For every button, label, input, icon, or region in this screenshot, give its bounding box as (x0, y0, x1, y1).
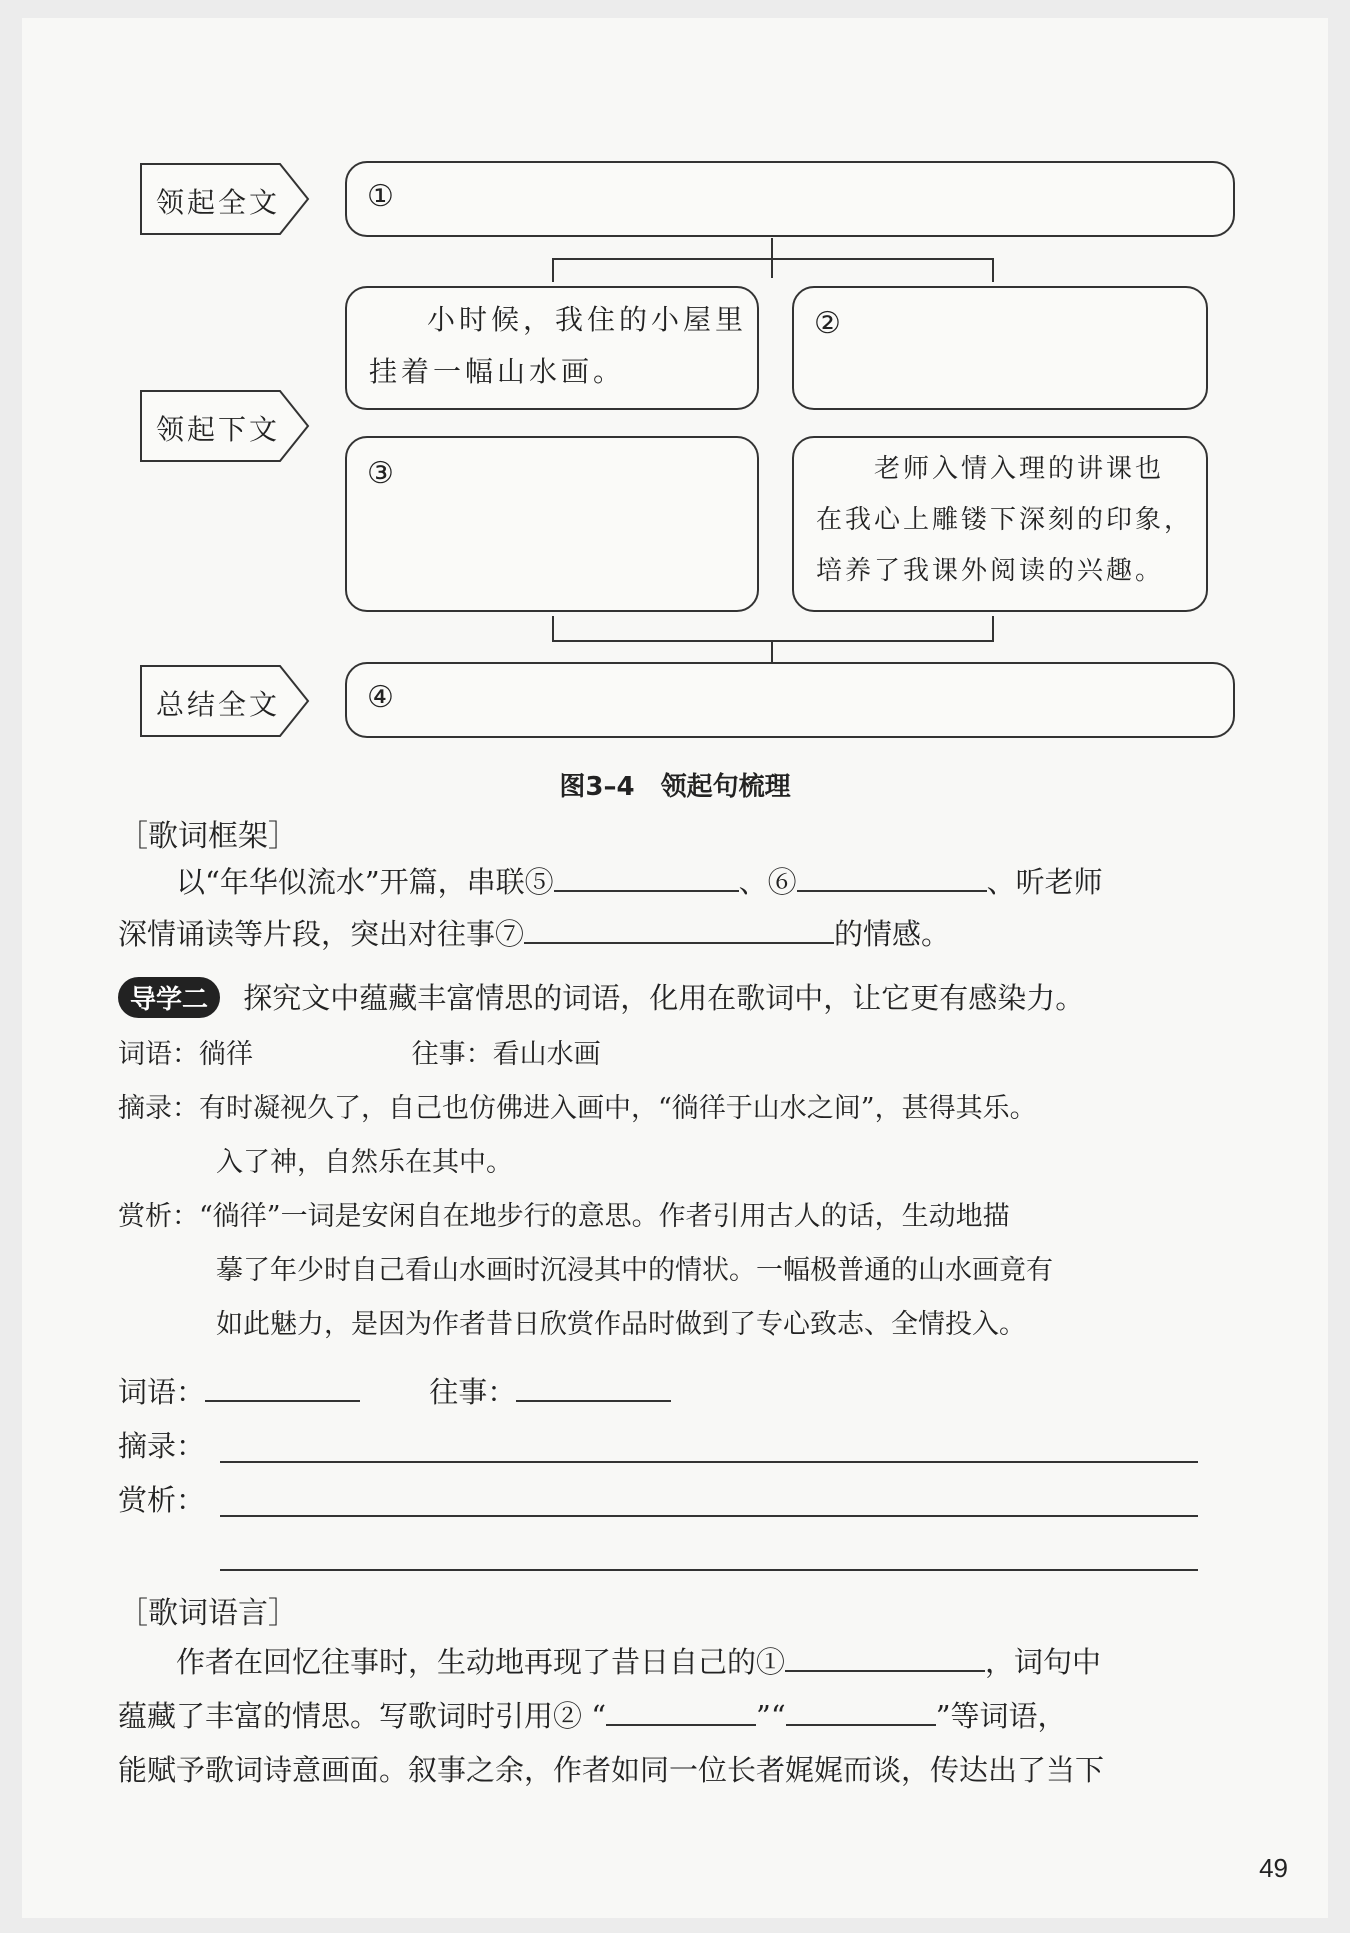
connector (992, 258, 994, 282)
connector (552, 616, 554, 642)
figure-caption: 图3–4 领起句梳理 (559, 772, 791, 802)
box-text-line: 培养了我课外阅读的兴趣。 (816, 556, 1165, 586)
fill-blank-lang-1[interactable] (785, 1642, 985, 1672)
tag-summarize-text: 总结全文 (140, 665, 310, 737)
answer-analysis-line[interactable] (220, 1515, 1198, 1517)
box-blank-4: ④ (345, 662, 1235, 738)
connector (552, 258, 994, 260)
answer-event-blank[interactable] (516, 1372, 671, 1402)
section-heading-lyrics-language: ［歌词语言］ (118, 1596, 298, 1631)
box-text-line: 小时候，我住的小屋里 (427, 303, 748, 336)
box-text-line: 在我心上雕镂下深刻的印象， (816, 505, 1194, 535)
section-heading-lyrics-framework: ［歌词框架］ (118, 819, 298, 854)
guide-badge: 导学二 (118, 977, 220, 1018)
guide-two: 导学二 探究文中蕴藏丰富情思的词语，化用在歌词中，让它更有感染力。 (118, 976, 1084, 1018)
workbook-page (22, 18, 1328, 1918)
box-blank-2: ② (792, 286, 1208, 410)
page-number: 49 (1259, 1853, 1288, 1883)
box-teacher (792, 436, 1208, 612)
box-childhood (345, 286, 759, 410)
fill-blank-6[interactable] (797, 862, 987, 892)
box-blank-3: ③ (345, 436, 759, 612)
fill-blank-5[interactable] (554, 862, 739, 892)
paragraph: 作者在回忆往事时，生动地再现了昔日自己的① ，词句中 蕴藏了丰富的情思。写歌词时引用② “ ”“ ”等词语， 能赋予歌词诗意画面。叙事之余，作者如同一位长者娓娓而谈，传达出了当下 (118, 1640, 1238, 1802)
box-blank-1: ① (345, 161, 1235, 237)
fill-blank-lang-2b[interactable] (786, 1696, 936, 1726)
paragraph: 以“年华似流水”开篇，串联⑤ 、⑥ 、听老师 深情诵读等片段，突出对往事⑦ 的情感。 (118, 860, 1228, 964)
example-block: 词语：徜徉 往事：看山水画 摘录：有时凝视久了，自己也仿佛进入画中，“徜徉于山水之间”，甚得其乐。 入了神，自然乐在其中。 赏析：“徜徉”一词是安闲自在地步行的意思。作者引用古人的话，生动地描 摹了年少时自己看山水画时沉浸其中的情状。一幅极普通的山水画竟有 如此魅力，是因为作者昔日欣赏作品时做到了专心致志、全情投入。 (118, 1039, 1053, 1340)
connector (552, 258, 554, 282)
answer-analysis-line-2[interactable] (220, 1569, 1198, 1571)
answer-excerpt-line[interactable] (220, 1461, 1198, 1463)
connector (992, 616, 994, 642)
answer-excerpt-label: 摘录： (118, 1429, 206, 1463)
answer-word-row: 词语： 往事： (118, 1370, 671, 1411)
fill-blank-7[interactable] (524, 914, 834, 944)
tag-lead-following-text: 领起下文 (140, 390, 310, 462)
fill-blank-lang-2a[interactable] (606, 1696, 756, 1726)
box-text-line: 老师入情入理的讲课也 (874, 454, 1165, 484)
box-text-line: 挂着一幅山水画。 (369, 355, 626, 388)
answer-word-blank[interactable] (205, 1372, 360, 1402)
answer-analysis-label: 赏析： (118, 1483, 206, 1517)
tag-lead-whole-text: 领起全文 (140, 163, 310, 235)
connector (552, 640, 994, 642)
